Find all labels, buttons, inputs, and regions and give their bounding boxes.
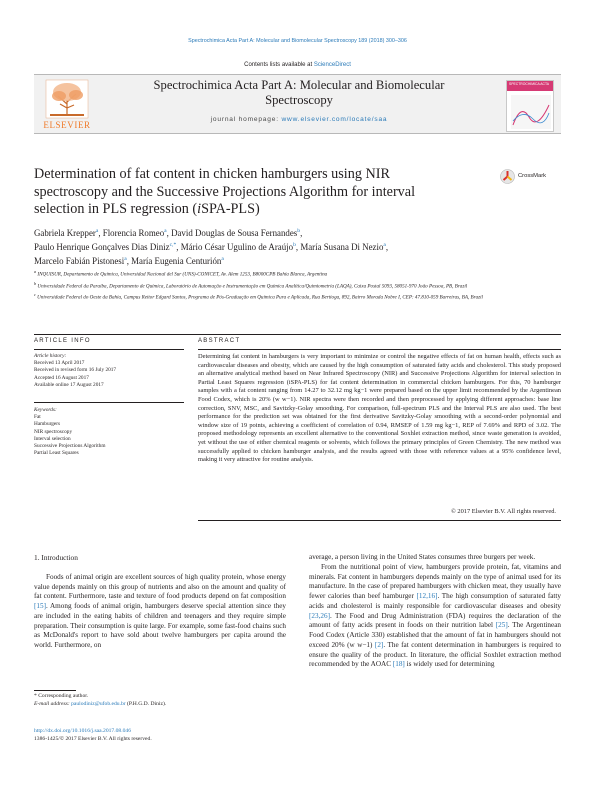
elsevier-wordmark[interactable]: ELSEVIER [43,120,91,130]
affiliations [34,268,561,303]
crossmark-icon [500,169,515,184]
divider [34,349,184,350]
email-note: E-mail address: paulodiniz@ufob.edu.br (P.H.G.D. Diniz). [34,701,167,707]
keyword: Hamburgers [34,421,61,428]
contents-prefix: Contents lists available at [244,62,314,68]
author[interactable]: Florencia Romeo$^a$ [102,227,167,238]
title-line2: spectroscopy and the Successive Projections Algorithm for interval [34,183,416,200]
divider [34,402,184,403]
paragraph: average, a person living in the United States consumes three burgers per week. [309,553,536,561]
history-online: Available online 17 August 2017 [34,381,104,388]
citation-link[interactable]: [12,16] [416,592,438,600]
journal-header [34,58,561,146]
title-line1: Determination of fat content in chicken hamburgers using NIR [34,166,390,182]
author[interactable]: María Susana Di Nezio$^a$ [300,241,386,252]
affiliation: $^c$ Universidade Federal do Oeste da Bahia, Campus Reitor Edgard Santos, Programa de Pós-Graduação em Química Pura e Aplicada, Rua Bertioga, 892, Bairro Morada Nobre I, CEP: 47.810-059 Barreiras, BA, Brazil [34,292,483,302]
body-left-column [34,553,286,651]
author[interactable]: Mário César Ugulino de Araújo$^b$ [180,241,296,252]
crossmark-button[interactable] [500,169,560,185]
sciencedirect-link[interactable]: ScienceDirect [313,62,351,68]
keyword: Interval selection [34,435,71,442]
keywords-heading: Keywords: [34,407,57,413]
abstract-heading: ABSTRACT [198,338,241,344]
keyword: Fat [34,414,41,421]
email-link[interactable]: paulodiniz@ufob.edu.br [71,701,126,707]
history-received: Received 13 April 2017 [34,360,85,367]
citation-link[interactable]: [23,26] [309,611,330,620]
paragraph: From the nutritional point of view, hamburgers provide protein, fat, vitamins and minerals. Fat content in hamburgers depends mainly on the type of animal used for its manufacture. In the case of prepared hamburgers with chicken meat, they usually have fewer calories than beef hamburger [12,16]. The high consumption of saturated fatty acids and cholesterol is mainly responsible for cardiovascular diseases and obesity [23,26]. The Food and Drug Administration (FDA) requires the declaration of the amount of fatty acids present in foods on their nutrition label [25]. The Argentinean Food Codex (Article 330) established that the amount of fat in hamburgers should not exceed 20% (w w−1) [2]. The fat content determination in hamburgers is required to ensure the quality of the product. In literature, the official Soxhlet extraction method recommended by the AOAC [18] is widely used for determining [309,562,562,669]
abstract-copyright: © 2017 Elsevier B.V. All rights reserved. [450,508,556,515]
corresponding-author-note: * Corresponding author. [34,693,89,699]
affiliation: $^a$ INQUISUR, Departamento de Química, Universidad Nacional del Sur (UNS)-CONICET, Av. Alem 1253, B8000CPB Bahía Blanca, Argentina [34,269,328,278]
title-line3-suffix: SPA-PLS) [201,201,260,217]
keyword: NIR spectroscopy [34,428,73,435]
keyword: Successive Projections Algorithm [34,443,106,450]
divider [198,520,561,521]
cover-title: SPECTROCHIMICA ACTA [509,82,550,86]
history-heading: Article history: [34,353,67,359]
homepage-line [104,116,494,123]
citation-link[interactable]: [2] [374,640,384,649]
title-line3-prefix: selection in PLS regression ( [34,201,198,217]
divider [34,334,561,335]
journal-name-line1: Spectrochimica Acta Part A: Molecular and Biomolecular [153,78,445,92]
contents-line [34,62,561,68]
paragraph: Foods of animal origin are excellent sources of high quality protein, whose energy value depends mainly on this group of nutrients and also on the amount and quality of fat content. Furthermore, taste and texture of food products depend on fat composition [15]. Among foods of animal origin, hamburgers deserve special attention since they are included in the eating habits of children and teenagers and they require simple preparation. Their consumption is quite large. For example, some fast-food chains such as McDonald's report to have sold about twelve hamburgers per capita around the world. Furthermore, on [34,572,286,649]
journal-name-line2: Spectroscopy [265,93,333,107]
article-title [34,166,454,219]
journal-cover-image[interactable] [506,80,554,132]
citation-link[interactable]: [15] [34,602,46,610]
author[interactable]: Gabriela Krepper$^a$ [34,227,99,238]
article-history [34,353,184,389]
article-info-heading: ARTICLE INFO [34,338,91,344]
history-accepted: Accepted 16 August 2017 [34,374,89,381]
crossmark-label: CrossMark [518,173,547,179]
author-list: Gabriela Krepper$^a$, Florencia Romeo$^a$, David Douglas de Sousa Fernandes$^b$, Paulo Henrique Gonçalves Dias Diniz$^{c,*}$, Mário César Ugulino de Araújo$^b$, María Susana Di Nezio$^a$, Marcelo Fabián Pistonesi$^a$, María Eugenia Centurión$^a$ [34,227,389,266]
running-head[interactable]: Spectrochimica Acta Part A: Molecular and Biomolecular Spectroscopy 189 (2018) 300–306 [188,38,407,44]
keywords [34,407,184,457]
history-revised: Received in revised form 16 July 2017 [34,367,117,374]
abstract-text: Determining fat content in hamburgers is very important to minimize or control the negative effects of fat on human health, effects such as cardiovascular diseases and obesity, which are caused by the high consumption of saturated fatty acids and cholesterol. This study proposed an alternative analytical method based on Near Infrared Spectroscopy (NIR) and Successive Projections Algorithm for interval selection in Partial Least Squares regression (iSPA-PLS) for fat content determination in commercial chicken hamburgers. For this, 70 hamburger samples with a fat content ranging from 14.27 to 32.12 mg kg−1 were prepared based on the upper limit recommended by the Argentinean Food Codex, which is 20% (w w−1). NIR spectra were then recorded and then preprocessed by applying different approaches: base line correction, SNV, MSC, and Savitzky-Golay smoothing. For comparison, full-spectrum PLS and the Interval PLS are also used. The best performance for the prediction set was obtained for the first derivative Savitzky-Golay smoothing with a second-order polynomial and window size of 19 points, achieving a coefficient of correlation of 0.94, RMSEP of 1.59 mg kg−1, REP of 7.69% and RPD of 3.02. The proposed methodology represents an excellent alternative to the conventional Soxhlet extraction method, since waste generation is avoided, yet without the use of either chemical reagents or solvents, which follows the primary principles of Green Chemistry. The new method was successfully applied to chicken hamburger analysis, and the results agreed with those with reference values at a 95% confidence level, making it very attractive for routine analysis. [198,353,561,464]
author[interactable]: David Douglas de Sousa Fernandes$^b$ [171,227,301,238]
citation-link[interactable]: [25] [495,621,508,630]
title-line3-italic: i [197,201,202,217]
cover-graphic-icon [511,95,551,129]
author[interactable]: Paulo Henrique Gonçalves Dias Diniz$^{c,*}$ [34,241,177,252]
section-title: 1. Introduction [34,553,78,562]
author[interactable]: María Eugenia Centurión$^a$ [131,255,224,266]
divider [198,349,561,350]
footnote-divider [34,690,76,691]
footnotes [34,692,294,708]
author[interactable]: Marcelo Fabián Pistonesi$^a$ [34,255,127,266]
journal-name[interactable] [104,78,494,108]
issn-line: 1386-1425/© 2017 Elsevier B.V. All rights reserved. [34,735,152,742]
homepage-url[interactable]: www.elsevier.com/locate/saa [281,116,388,123]
body-right-column [309,553,561,670]
doi-block [34,728,334,743]
affiliation: $^b$ Universidade Federal da Paraíba, Departamento de Química, Laboratório de Automação e Instrumentação em Química Analítica/Quimiometria (LAQA), Caixa Postal 5093, 58051-970 João Pessoa, PB, Brazil [34,280,468,290]
citation-link[interactable]: [18] [392,660,405,669]
keyword: Partial Least Squares [34,450,79,457]
homepage-label: journal homepage: [210,116,282,123]
doi-link[interactable]: http://dx.doi.org/10.1016/j.saa.2017.08.046 [34,728,132,734]
